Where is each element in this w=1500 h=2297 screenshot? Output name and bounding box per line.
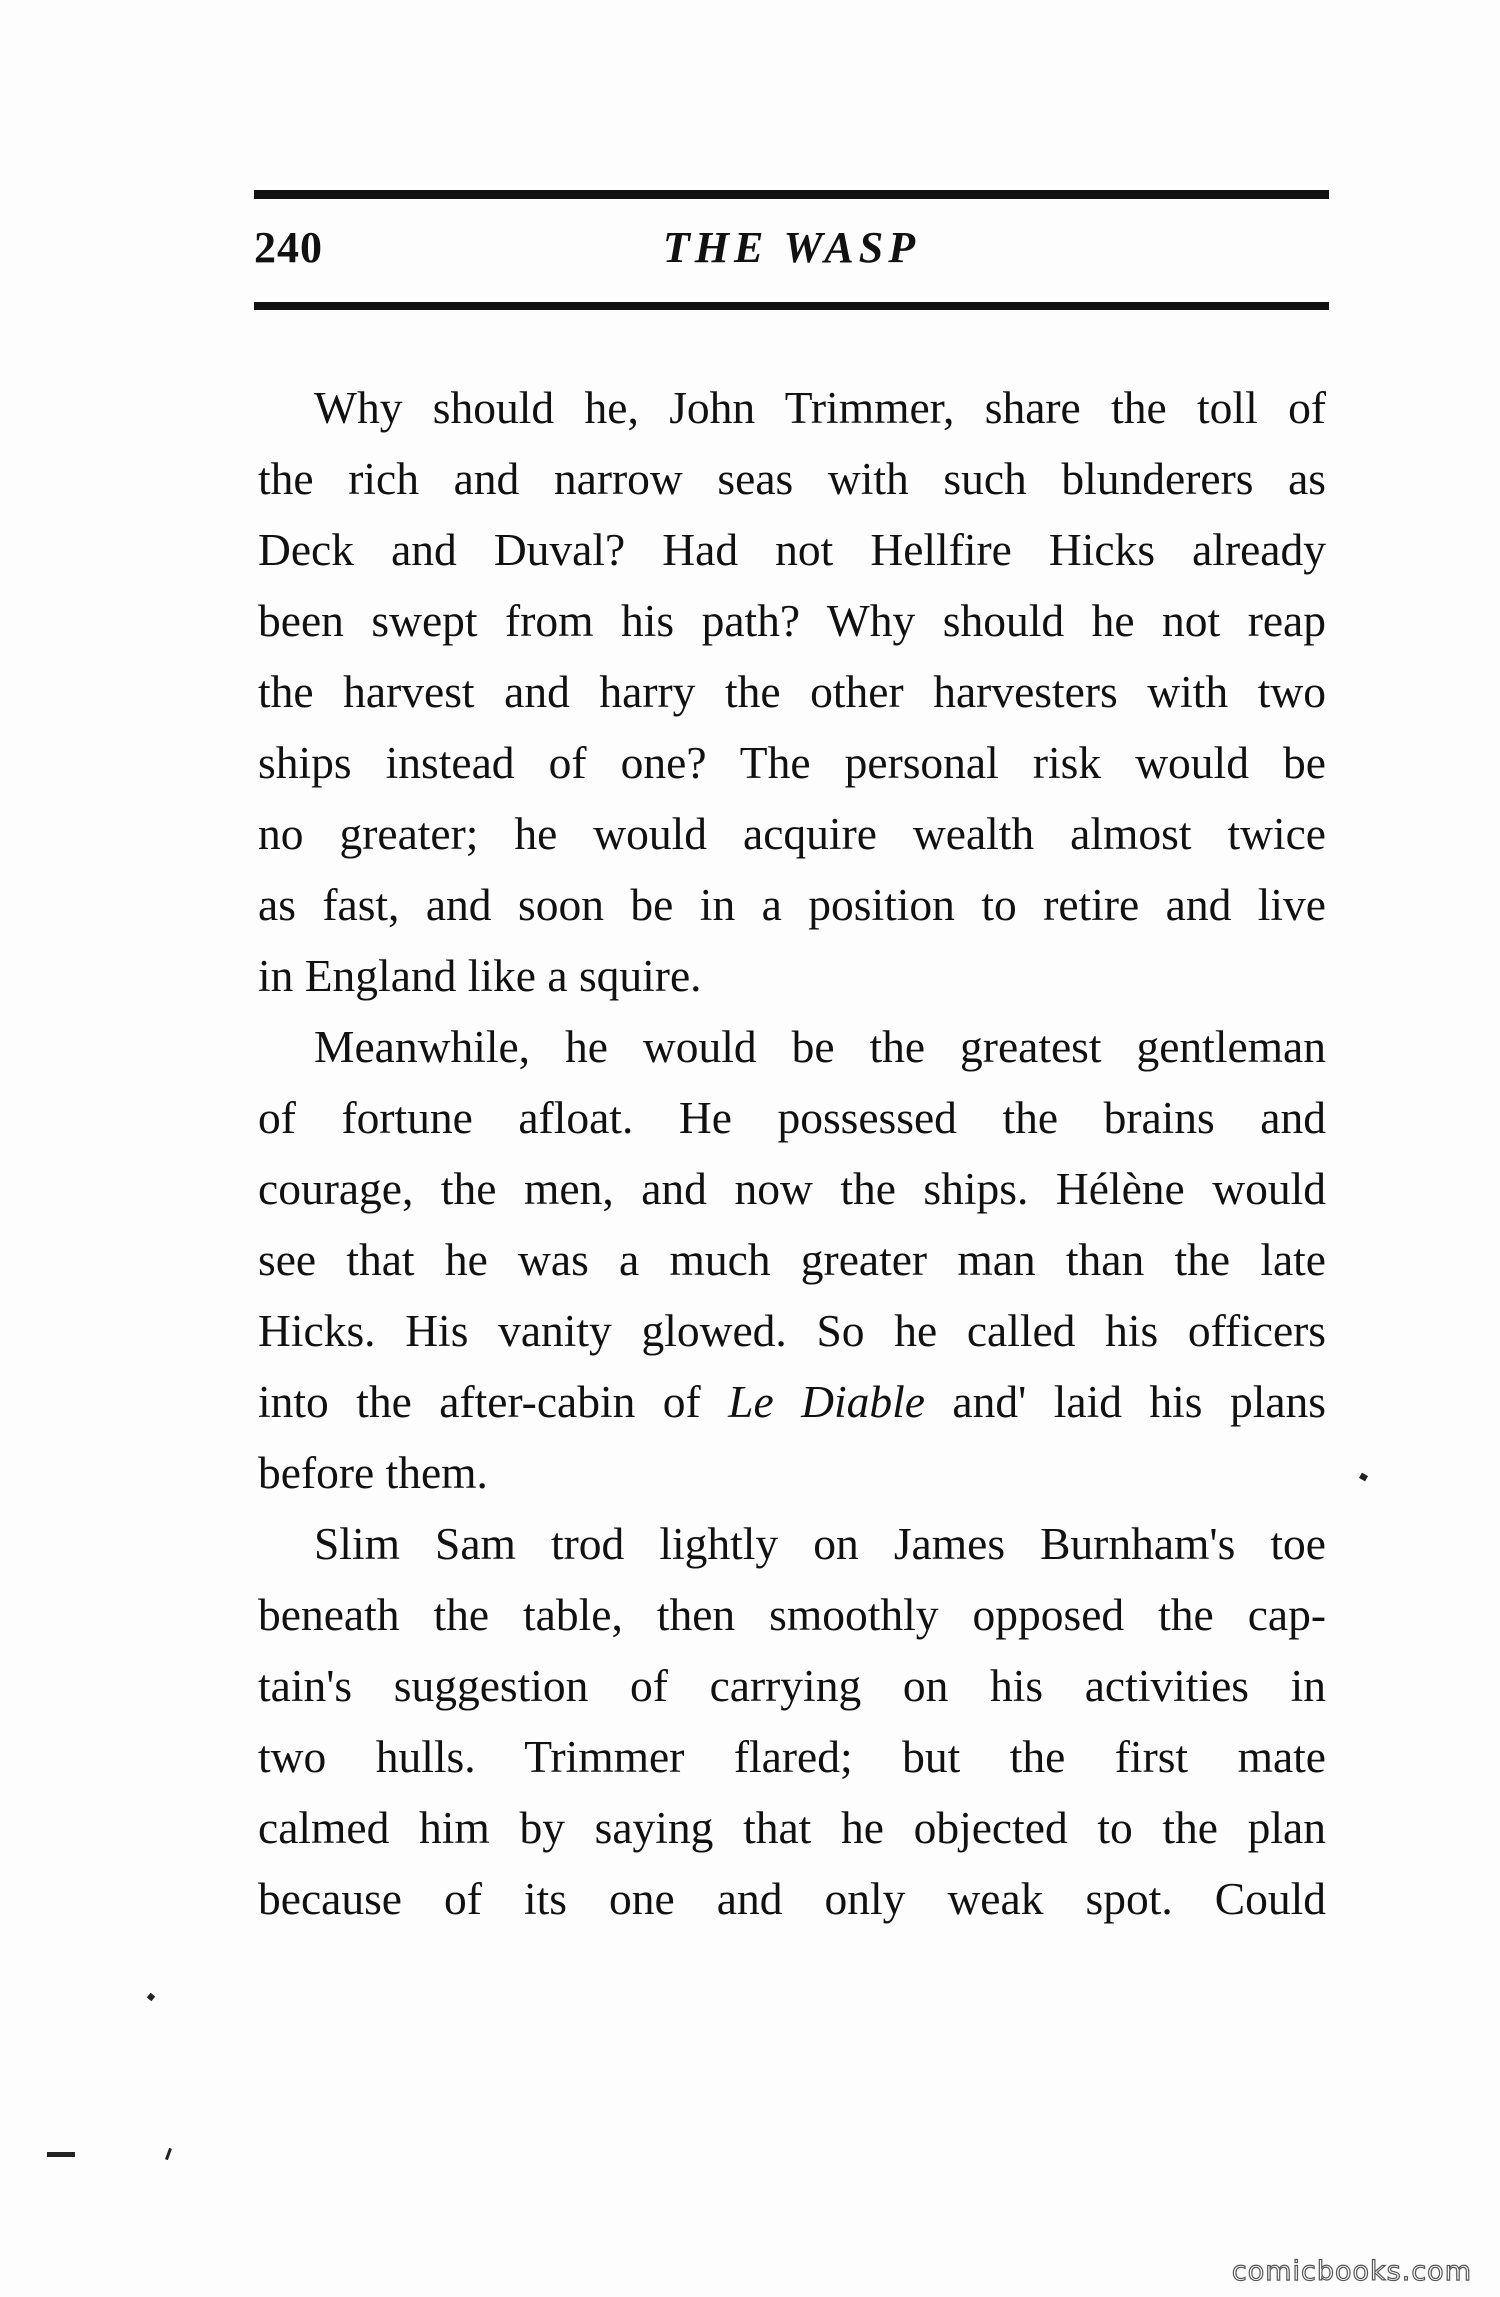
- text-line: the rich and narrow seas with such blunderers as: [258, 453, 1326, 504]
- text-segment: and' laid his plans: [924, 1376, 1326, 1427]
- text-line: in England like a squire.: [258, 950, 702, 1001]
- ink-speck: [47, 2152, 75, 2157]
- text-line: Hicks. His vanity glowed. So he called his officers: [258, 1305, 1326, 1356]
- running-head: [254, 222, 1329, 282]
- paragraph-2: [258, 1011, 1326, 1508]
- text-line: beneath the table, then smoothly opposed the cap-: [258, 1589, 1326, 1640]
- text-line: ships instead of one? The personal risk would be: [258, 737, 1326, 788]
- text-line: calmed him by saying that he objected to the plan: [258, 1802, 1326, 1853]
- text-line: tain's suggestion of carrying on his activities in: [258, 1660, 1326, 1711]
- ink-speck: [165, 2148, 172, 2160]
- text-line: before them.: [258, 1447, 488, 1498]
- text-line: Meanwhile, he would be the greatest gentleman: [314, 1021, 1326, 1072]
- ship-name: Le Diable: [728, 1376, 925, 1427]
- text-line: Deck and Duval? Had not Hellfire Hicks already: [258, 524, 1326, 575]
- watermark: comicbooks.com: [1231, 2256, 1472, 2287]
- text-segment: into the after-cabin of: [258, 1376, 729, 1427]
- book-title: THE WASP: [662, 223, 921, 272]
- text-line: because of its one and only weak spot. Could: [258, 1873, 1326, 1924]
- text-line: courage, the men, and now the ships. Hélène would: [258, 1163, 1326, 1214]
- page-number: 240: [254, 223, 323, 272]
- text-line: Why should he, John Trimmer, share the toll of: [314, 382, 1326, 433]
- text-line: no greater; he would acquire wealth almost twice: [258, 808, 1326, 859]
- ink-speck: [1359, 1473, 1368, 1482]
- header-bottom-rule: [254, 302, 1329, 310]
- text-line: see that he was a much greater man than the late: [258, 1234, 1326, 1285]
- text-line-with-ship-name: [258, 1366, 1326, 1437]
- text-line: been swept from his path? Why should he not reap: [258, 595, 1326, 646]
- text-line: as fast, and soon be in a position to retire and live: [258, 879, 1326, 930]
- text-line: of fortune afloat. He possessed the brains and: [258, 1092, 1326, 1143]
- ink-speck: [147, 1993, 155, 2001]
- text-line: the harvest and harry the other harvesters with two: [258, 666, 1326, 717]
- top-rule: [254, 190, 1329, 199]
- text-line: Slim Sam trod lightly on James Burnham's toe: [314, 1518, 1326, 1569]
- text-line: two hulls. Trimmer flared; but the first mate: [258, 1731, 1326, 1782]
- paragraph-3: [258, 1508, 1326, 1934]
- body-text: [258, 372, 1326, 1934]
- paragraph-1: [258, 372, 1326, 1011]
